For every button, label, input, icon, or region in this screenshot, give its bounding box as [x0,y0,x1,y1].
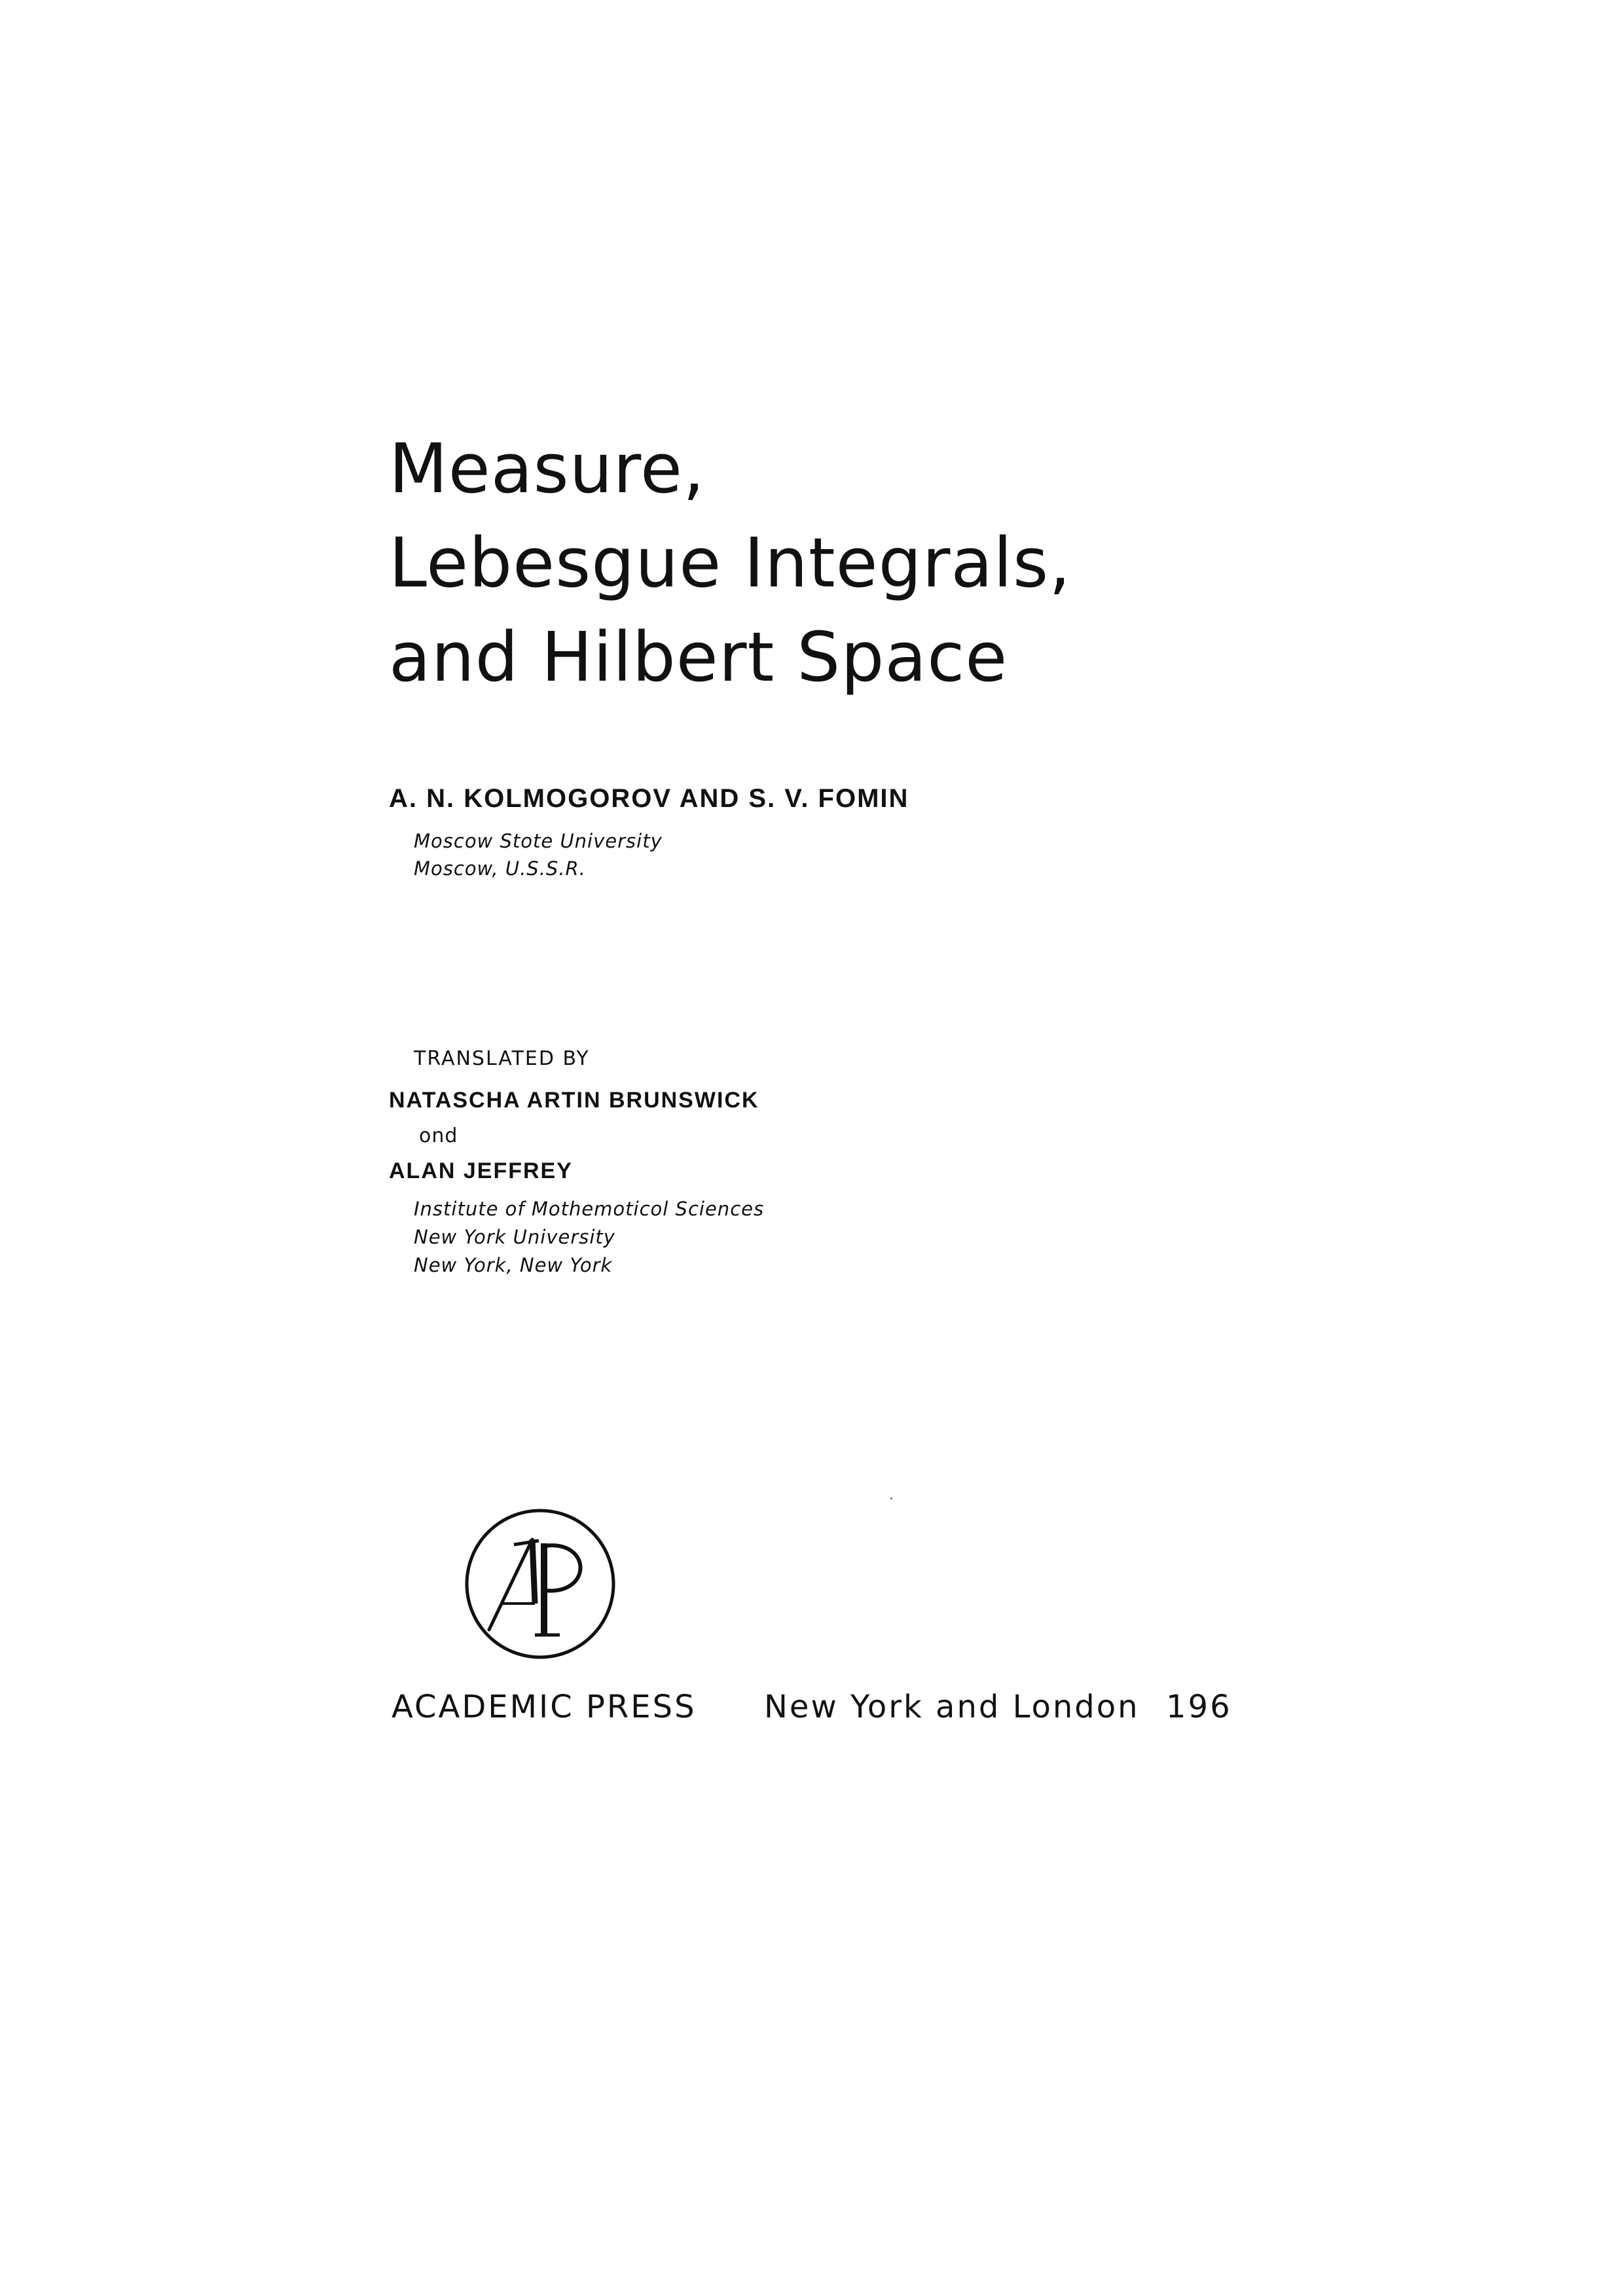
translator-2: ALAN JEFFREY [389,1158,573,1183]
publication-year: 196 [1166,1689,1232,1725]
author-names: A. N. KOLMOGOROV AND S. V. FOMIN [389,784,909,813]
publisher-logo-icon [462,1505,619,1662]
translator-conjunction: ond [419,1124,458,1147]
book-title [389,429,1371,711]
author-affiliation-line-2: Moscow, U.S.S.R. [414,857,586,880]
publisher-name: ACADEMIC PRESS [392,1689,697,1725]
title-line-3: and Hilbert Space [389,617,1008,697]
translator-affiliation-line-3: New York, New York [414,1254,613,1276]
translator-affiliation-line-2: New York University [414,1226,615,1248]
print-speck [890,1498,892,1499]
translator-affiliation-line-1: Institute of Mothemoticol Sciences [414,1198,765,1220]
title-line-2: Lebesgue Integrals, [389,523,1072,603]
translated-by-label: TRANSLATED BY [414,1047,590,1070]
translator-1: NATASCHA ARTIN BRUNSWICK [389,1088,759,1113]
publisher-location: New York and London [764,1689,1140,1725]
author-affiliation-line-1: Moscow Stote University [414,830,663,852]
title-line-1: Measure, [389,429,706,509]
